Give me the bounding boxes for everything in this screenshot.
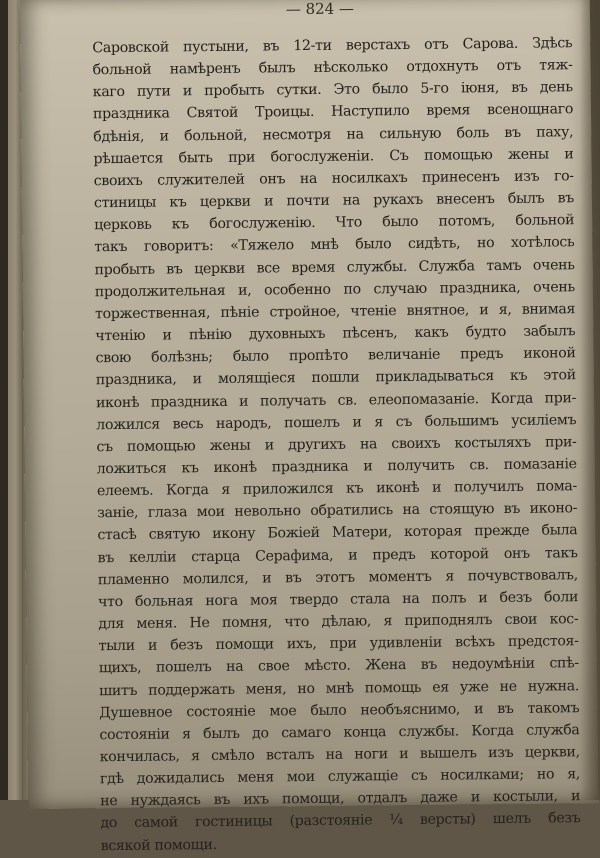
- text-line: для меня. Не помня, что дѣлаю, я приподнялъ свои кос-: [98, 611, 579, 633]
- text-line: тыли и безъ помощи ихъ, при удивленіи всѣхъ предстоя-: [98, 633, 579, 655]
- text-line: елеемъ. Когда я приложился къ иконѣ и получилъ пома-: [96, 478, 578, 500]
- text-line: ложиться къ иконѣ праздника и получить св. помазаніе: [96, 456, 577, 478]
- text-line: Душевное состояніе мое было необъяснимо, и въ такомъ: [99, 699, 580, 721]
- text-line: кончилась, я смѣло всталъ на ноги и вышелъ изъ церкви,: [99, 744, 580, 766]
- page-text: [92, 32, 581, 857]
- text-line: пламенно молился, и въ этотъ моментъ я почувствовалъ,: [97, 566, 578, 588]
- text-line: своихъ служителей онъ на носилкахъ принесенъ изъ го-: [93, 168, 574, 190]
- text-line: не нуждаясь въ ихъ помощи, отдалъ даже и костыли, и: [100, 788, 581, 810]
- text-line: шитъ поддержать меня, но мнѣ помощь ея уже не нужна.: [98, 677, 580, 699]
- book-page: [20, 0, 598, 854]
- text-line: продолжительная и, особенно по случаю праздника, очень: [94, 278, 575, 300]
- text-line: до самой гостиницы (разстояніе ¼ версты) шелъ безъ: [100, 810, 581, 832]
- text-line: гдѣ дожидались меня мои служащіе съ носилками; но я,: [99, 766, 581, 788]
- text-line: каго пути и пробыть сутки. Это было 5-го іюня, въ день: [92, 79, 573, 101]
- text-line: иконѣ праздника и получать св. елеопомазаніе. Когда при-: [95, 389, 577, 411]
- text-line: праздника Святой Троицы. Наступило время всенощнаго: [92, 101, 574, 123]
- text-line: свою болѣзнь; было пропѣто величаніе предъ иконой: [95, 345, 576, 367]
- text-line: состояніи я былъ до самаго конца службы. Когда служба: [99, 722, 580, 744]
- text-line: въ келліи старца Серафима, и предъ которой онъ такъ: [97, 544, 578, 566]
- text-line: всякой помощи.: [100, 836, 217, 854]
- text-line: такъ говоритъ: «Тяжело мнѣ было сидѣть, но хотѣлось: [94, 234, 575, 256]
- text-line: пробыть въ церкви все время службы. Служба тамъ очень: [94, 256, 575, 278]
- text-line: щихъ, пошелъ на свое мѣсто. Жена въ недоумѣніи спѣ-: [98, 655, 579, 677]
- text-line: съ помощью жены и другихъ на своихъ костыляхъ при-: [96, 434, 577, 456]
- text-line: заніе, глаза мои невольно обратились на стоящую въ иконо-: [97, 500, 578, 522]
- text-line: рѣшается быть при богослуженіи. Съ помощью жены и: [93, 145, 574, 168]
- text-line: Саровской пустыни, въ 12-ти верстахъ отъ Сарова. Здѣсь: [92, 35, 573, 57]
- page-edge-shadow: [580, 0, 600, 800]
- text-line: стиницы къ церкви и почти на рукахъ внесенъ былъ въ: [93, 190, 574, 212]
- text-line: чтенію и пѣнію духовныхъ пѣсенъ, какъ будто забылъ: [95, 323, 576, 345]
- text-line: стасѣ святую икону Божіей Матери, которая прежде была: [97, 522, 578, 544]
- text-line: праздника, и молящіеся пошли прикладываться къ этой: [95, 367, 576, 389]
- text-line: ложился весь народъ, пошелъ и я съ большимъ усиліемъ: [96, 411, 577, 433]
- text-line: торжественная, пѣніе стройное, чтеніе внятное, и я, внимая: [95, 301, 576, 323]
- text-line: бдѣнія, и больной, несмотря на сильную боль въ паху,: [93, 123, 574, 145]
- page-number: — 824 —: [285, 0, 355, 19]
- text-line: церковь къ богослуженію. Что было потомъ, больной: [94, 212, 575, 234]
- dark-border: [0, 0, 8, 800]
- text-line: что больная нога моя твердо стала на полъ и безъ боли: [98, 589, 579, 611]
- text-line: больной намѣренъ былъ нѣсколько отдохнуть отъ тяж-: [92, 57, 573, 79]
